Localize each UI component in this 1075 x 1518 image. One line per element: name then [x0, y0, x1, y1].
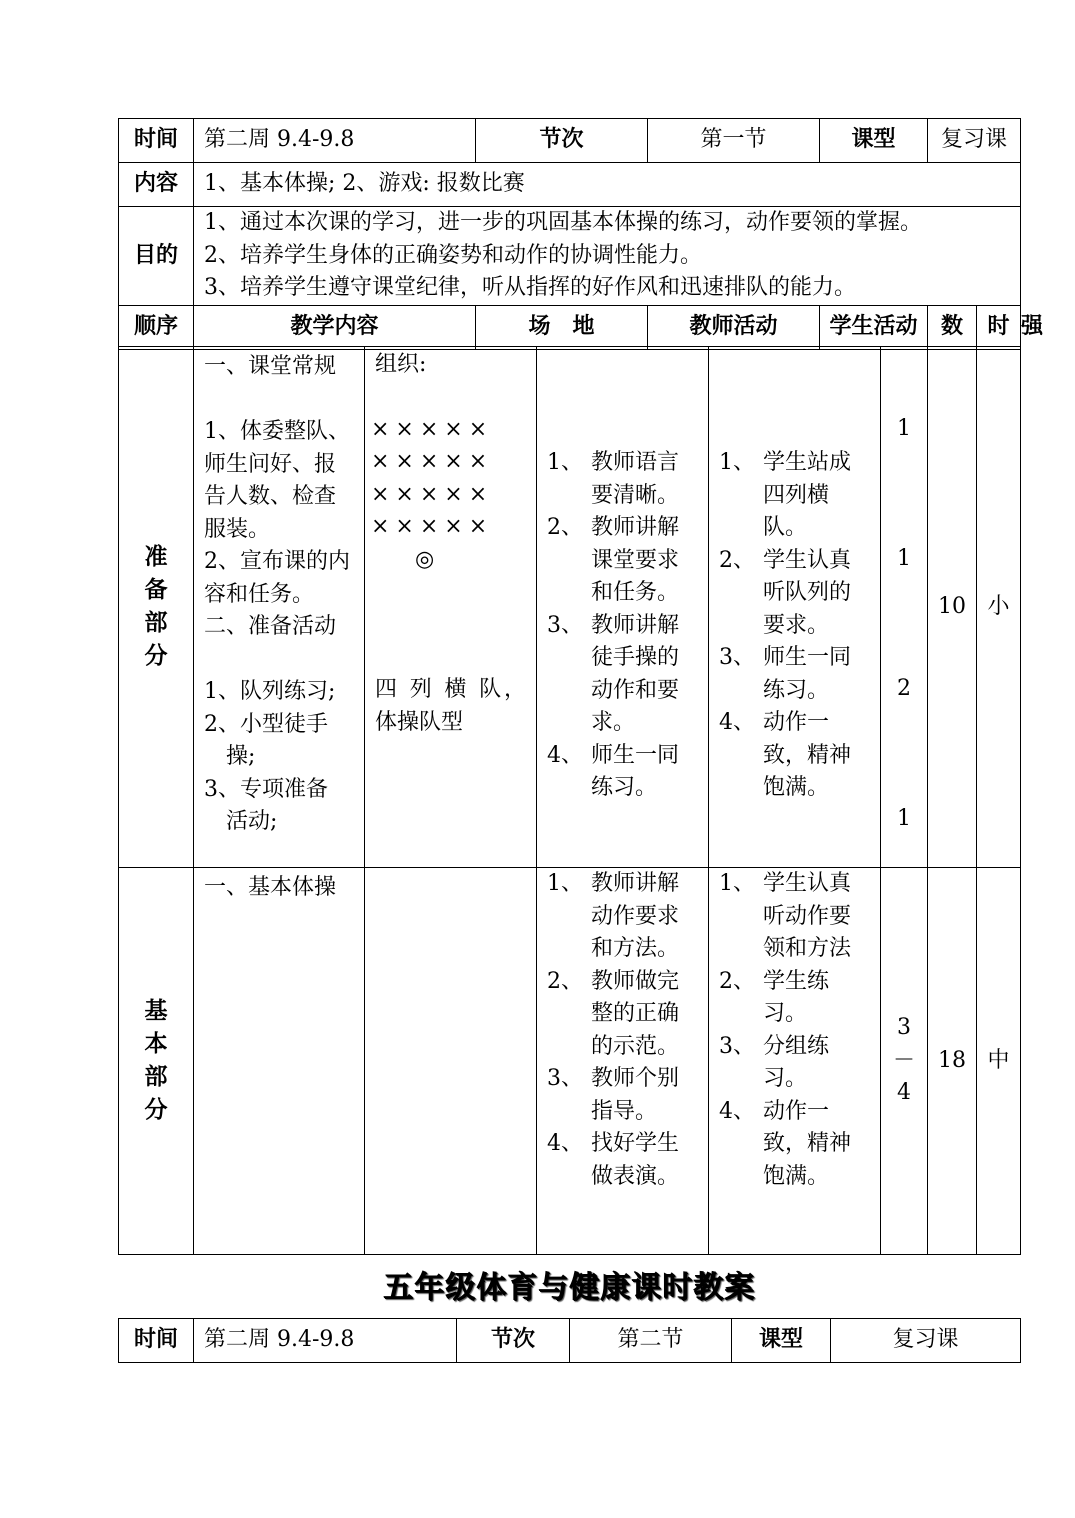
list-item: 1、 学生站成四列横队。	[719, 450, 852, 540]
count-2: 1	[897, 546, 911, 571]
list-item: 1、 教师语言要清晰。	[547, 450, 680, 508]
type-value-2: 复习课	[831, 1319, 1021, 1363]
time-value: 第二周 9.4-9.8	[194, 119, 476, 163]
basic-counts: 3 － 4	[881, 868, 928, 1255]
order-header: 顺序	[119, 305, 194, 349]
field-title: 组织:	[375, 352, 427, 377]
formation-row-3: ×××××	[371, 481, 494, 507]
field-header: 场 地	[476, 305, 648, 349]
list-item: 4、 动作一致，精神饱满。	[719, 710, 852, 800]
list-item: 1、 学生认真听动作要领和方法	[719, 871, 852, 961]
formation-row-4: ×××××	[371, 514, 494, 539]
teach-content-header: 教学内容	[194, 305, 476, 349]
list-item: 2、 学生练习。	[719, 968, 830, 1026]
teacher-position-mark: ◎	[415, 546, 435, 572]
basic-section-label: 基 本 部 分	[119, 868, 194, 1255]
goal-3: 3、培养学生遵守课堂纪律，听从指挥的好作风和迅速排队的能力。	[204, 275, 856, 300]
formation-note: 四 列 横 队，体操队型	[375, 677, 526, 735]
prep-section-label: 准 备 部 分	[119, 347, 194, 868]
lesson-plan-table-1: 时间 第二周 9.4-9.8 节次 第一节 课型 复习课 内容 1、基本体操; 2、游戏: 报数比赛 目的 1、通过本次课的学习，进一步的巩固基本体操的练习，动作要领的掌握。 2、培养学生身体的正确姿势和动作的协调性能力。 3、培养学生遵守课堂纪律，听从指挥的好作风和迅速排队的能力。 顺序 教学内容 场 地 教师活动 学生活动 数 时 强	[118, 118, 1021, 350]
prep-intensity: 小	[977, 347, 1021, 868]
basic-minutes: 18	[928, 868, 977, 1255]
basic-content: 一、基本体操	[194, 868, 365, 1255]
basic-intensity: 中	[977, 868, 1021, 1255]
list-item: 3、 教师讲解徒手操的动作和要求。	[547, 612, 680, 735]
section-label-2: 节次	[457, 1319, 570, 1363]
basic-student-activity	[709, 868, 881, 1255]
basic-teacher-activity	[537, 868, 709, 1255]
count-1: 1	[897, 416, 911, 441]
section-value-2: 第二节	[570, 1319, 732, 1363]
count-4: 1	[897, 806, 911, 831]
teacher-activity-header: 教师活动	[648, 305, 820, 349]
list-item: 3、 分组练习。	[719, 1033, 830, 1091]
section-label: 节次	[476, 119, 648, 163]
type-label: 课型	[820, 119, 928, 163]
formation-row-2: ×××××	[371, 449, 494, 474]
count-3: 2	[897, 676, 911, 701]
list-item: 1、 教师讲解动作要求和方法。	[547, 871, 680, 961]
prep-minutes: 10	[928, 347, 977, 868]
list-item: 4、 动作一致，精神饱满。	[719, 1098, 852, 1189]
time-label-2: 时间	[119, 1319, 194, 1363]
prep-counts	[881, 347, 928, 868]
type-label-2: 课型	[732, 1319, 831, 1363]
student-activity-header: 学生活动	[820, 305, 928, 349]
time-label: 时间	[119, 119, 194, 163]
time-value-2: 第二周 9.4-9.8	[194, 1319, 457, 1363]
content-value: 1、基本体操; 2、游戏: 报数比赛	[194, 163, 1021, 207]
count-header: 数	[928, 305, 977, 349]
list-item: 4、 找好学生做表演。	[547, 1131, 680, 1189]
lesson-plan-table-2	[118, 1318, 1021, 1363]
list-item: 2、 教师做完整的正确的示范。	[547, 968, 680, 1059]
list-item: 2、 教师讲解课堂要求和任务。	[547, 515, 680, 605]
goal-1: 1、通过本次课的学习，进一步的巩固基本体操的练习，动作要领的掌握。	[204, 210, 922, 235]
activity-table	[118, 346, 1021, 1255]
goal-list	[194, 207, 1021, 306]
goal-label: 目的	[119, 207, 194, 306]
prep-student-activity	[709, 347, 881, 868]
list-item: 3、 教师个别指导。	[547, 1066, 680, 1124]
list-item: 4、 师生一同练习。	[547, 742, 680, 800]
type-value: 复习课	[928, 119, 1021, 163]
minutes-header: 时	[977, 305, 1021, 349]
section-value: 第一节	[648, 119, 820, 163]
page-title: 五年级体育与健康课时教案	[383, 1270, 755, 1305]
prep-field	[365, 347, 537, 868]
prep-teacher-activity	[537, 347, 709, 868]
goal-2: 2、培养学生身体的正确姿势和动作的协调性能力。	[204, 242, 702, 268]
basic-field	[365, 868, 537, 1255]
list-item: 2、 学生认真听队列的要求。	[719, 547, 852, 638]
formation-row-1: ×××××	[371, 416, 494, 442]
content-label: 内容	[119, 163, 194, 207]
prep-content: 一、课堂常规 1、体委整队、师生问好、报告人数、检查服装。 2、宣布课的内容和任务。 二、准备活动 1、队列练习; 2、小型徒手 操; 3、专项准备 活动;	[194, 347, 365, 868]
list-item: 3、 师生一同练习。	[719, 645, 852, 703]
